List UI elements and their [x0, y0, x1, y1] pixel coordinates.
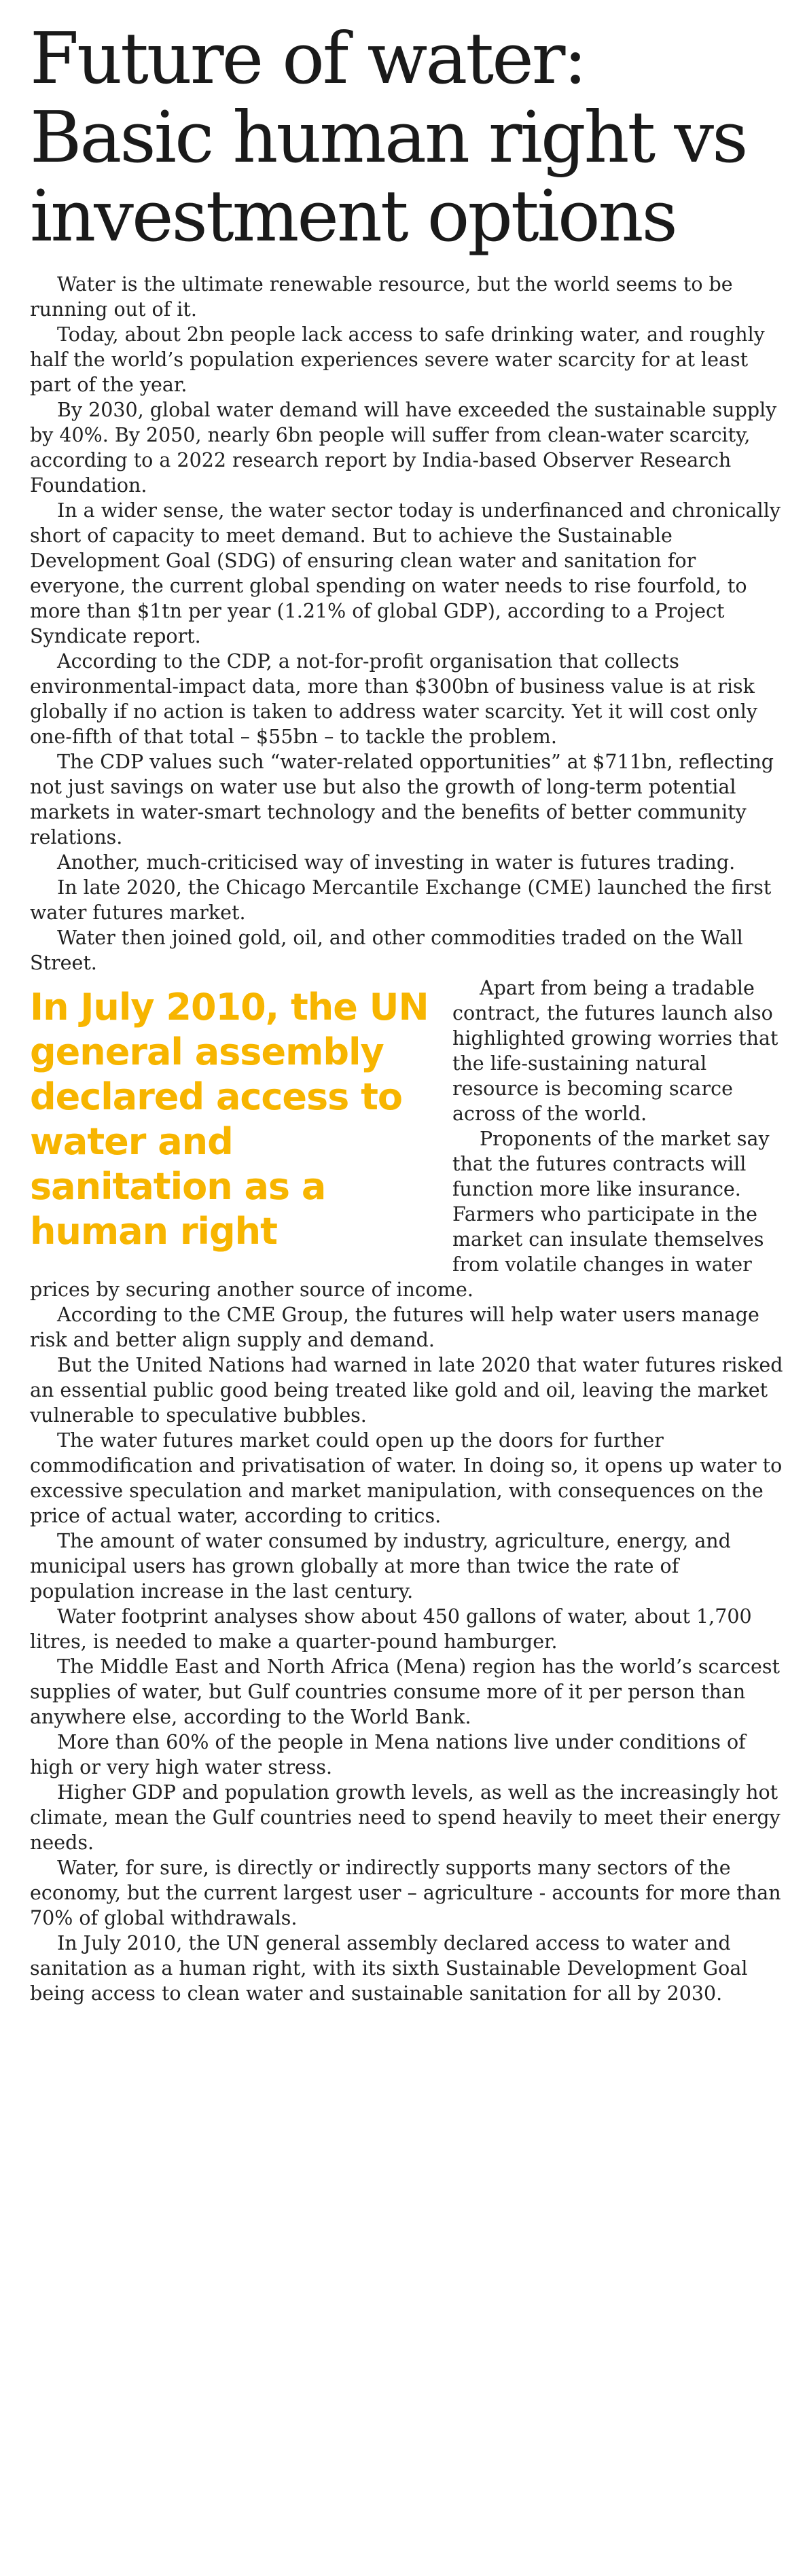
- paragraph: Another, much-criticised way of investing in water is futures trading.: [57, 851, 736, 874]
- paragraph: Today, about 2bn people lack access to safe drinking water, and roughly half the world’s population experiences severe water scarcity for at least part of the year.: [30, 323, 765, 396]
- paragraph: The CDP values such “water-related opportunities” at $711bn, reflecting not just savings on water use but also the growth of long-term potential markets in water-smart technology and the benefits of better community relations.: [30, 751, 774, 848]
- paragraph: Water then joined gold, oil, and other commodities traded on the Wall Street.: [30, 927, 743, 974]
- paragraph: Proponents of the market say that the futures contracts will function more like insurance. Farmers who participate in the market can insulate themselves from volatile changes in water prices by securing another source of income.: [30, 1128, 770, 1301]
- paragraph: But the United Nations had warned in late 2020 that water futures risked an essential public good being treated like gold and oil, leaving the market vulnerable to speculative bubbles.: [30, 1354, 783, 1427]
- article: [30, 19, 784, 2006]
- paragraph: Water is the ultimate renewable resource, but the world seems to be running out of it.: [30, 273, 733, 321]
- paragraph: Apart from being a tradable contract, the futures launch also highlighted growing worries that the life-sustaining natural resource is becoming scarce across of the world.: [452, 977, 778, 1125]
- headline-line-1: Future of water:: [30, 17, 586, 100]
- article-body: [30, 272, 784, 2006]
- paragraph: In a wider sense, the water sector today is underfinanced and chronically short of capacity to meet demand. But to achieve the Sustainable Development Goal (SDG) of ensuring clean water and sanitation for everyone, the current global spending on water needs to rise fourfold, to more than $1tn per year (1.21% of global GDP), according to a Project Syndicate report.: [30, 499, 781, 647]
- paragraph: In July 2010, the UN general assembly declared access to water and sanitation as a human right, with its sixth Sustainable Development Goal being access to clean water and sustainable sanitation for all by 2030.: [30, 1932, 748, 2005]
- pull-quote: In July 2010, the UN general assembly declared access to water and sanitation as a human right: [30, 986, 429, 1253]
- paragraph: By 2030, global water demand will have exceeded the sustainable supply by 40%. By 2050, nearly 6bn people will suffer from clean-water scarcity, according to a 2022 research report by India-based Observer Research Foundation.: [30, 399, 777, 497]
- paragraph: The water futures market could open up the doors for further commodification and privatisation of water. In doing so, it opens up water to excessive speculation and market manipulation, with consequences on the price of actual water, according to critics.: [30, 1429, 783, 1527]
- paragraph: Water footprint analyses show about 450 gallons of water, about 1,700 litres, is needed to make a quarter-pound hamburger.: [30, 1605, 752, 1653]
- paragraph: Higher GDP and population growth levels, as well as the increasingly hot climate, mean the Gulf countries need to spend heavily to meet their energy needs.: [30, 1781, 781, 1854]
- headline-line-3: investment options: [30, 175, 676, 257]
- paragraph: According to the CME Group, the futures will help water users manage risk and better align supply and demand.: [30, 1304, 759, 1351]
- paragraph: The amount of water consumed by industry, agriculture, energy, and municipal users has grown globally at more than twice the rate of population increase in the last century.: [30, 1530, 731, 1603]
- paragraph: More than 60% of the people in Mena nations live under conditions of high or very high water stress.: [30, 1731, 746, 1778]
- paragraph: According to the CDP, a not-for-profit organisation that collects environmental-impact data, more than $300bn of business value is at risk globally if no action is taken to address water scarcity. Yet it will cost only one-fifth of that total – $55bn – to tackle the problem.: [30, 650, 757, 748]
- paragraph: Water, for sure, is directly or indirectly supports many sectors of the economy, but the current largest user – agriculture - accounts for more than 70% of global withdrawals.: [30, 1857, 781, 1929]
- paragraph: The Middle East and North Africa (Mena) region has the world’s scarcest supplies of water, but Gulf countries consume more of it per person than anywhere else, according to the World Bank.: [30, 1656, 780, 1728]
- headline: [30, 19, 784, 255]
- headline-line-2: Basic human right vs: [30, 96, 747, 179]
- paragraph: In late 2020, the Chicago Mercantile Exchange (CME) launched the first water futures market.: [30, 876, 772, 924]
